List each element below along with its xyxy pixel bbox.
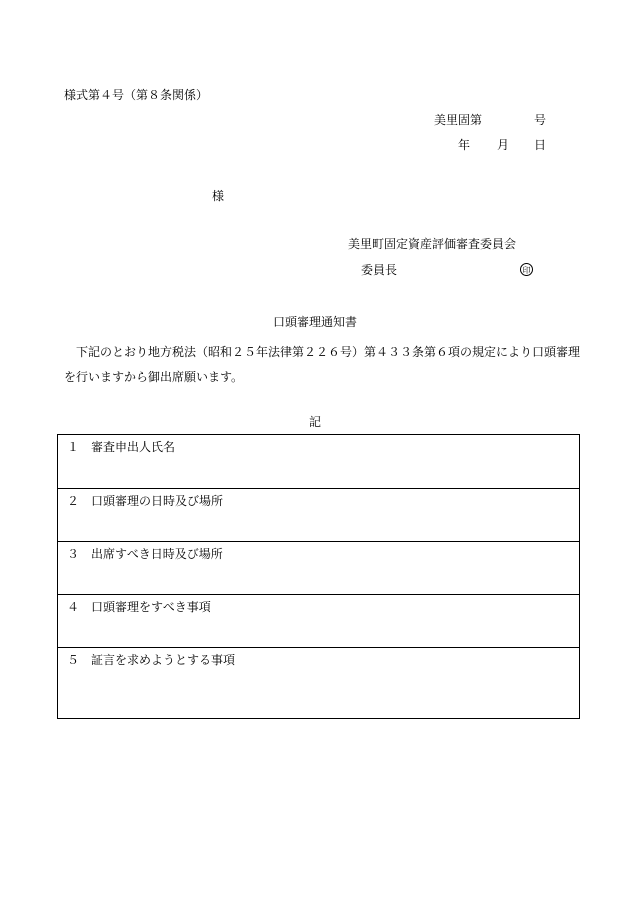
item-label: １ 審査申出人氏名 [67,440,176,454]
item-label: ３ 出席すべき日時及び場所 [67,547,223,561]
body-text: 下記のとおり地方税法（昭和２５年法律第２２６号）第４３３条第６項の規定により口頭審理を行いますから御出席願います。 [64,345,581,384]
document-number-suffix: 号 [534,113,547,127]
sender-organization: 美里町固定資産評価審査委員会 [348,237,517,251]
item-row-5 [58,648,579,718]
item-row-3 [58,542,579,595]
document-title: 口頭審理通知書 [272,315,357,329]
item-row-1 [58,435,579,489]
document-number-prefix: 美里固第 [434,113,483,127]
item-row-2 [58,489,579,542]
date-day: 日 [534,138,547,152]
form-number: 様式第４号（第８条関係） [64,88,209,102]
date-month: 月 [497,138,510,152]
seal-mark: 印 [520,263,533,276]
sender-title: 委員長 [361,263,398,277]
addressee-suffix: 様 [212,189,225,203]
ki-heading: 記 [308,415,321,429]
items-table [57,434,580,719]
date-year: 年 [458,138,471,152]
item-label: ５ 証言を求めようとする事項 [67,653,236,667]
item-label: ２ 口頭審理の日時及び場所 [67,494,224,508]
item-row-4 [58,595,579,648]
item-label: ４ 口頭審理をすべき事項 [67,600,211,614]
